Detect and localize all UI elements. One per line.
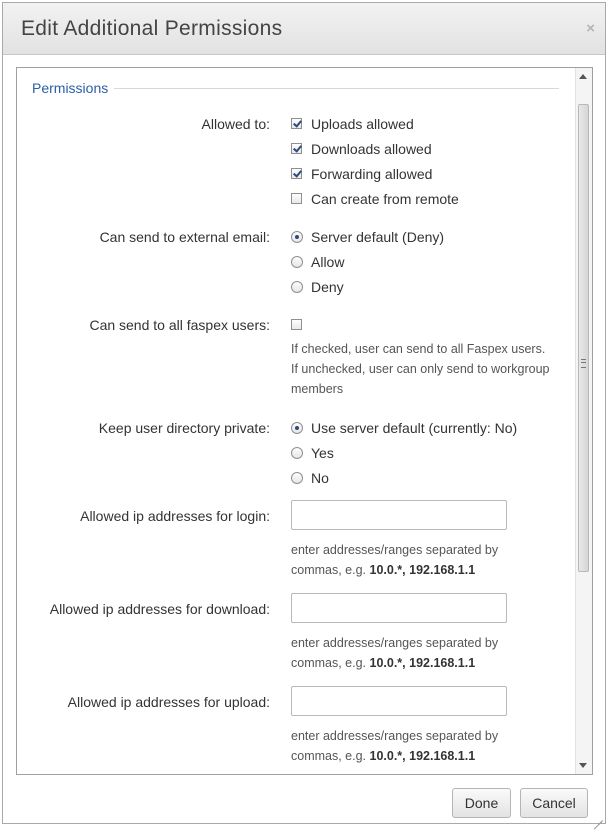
ip-login-help — [291, 540, 521, 580]
directory-server-default-label[interactable]: Use server default (currently: No) — [311, 420, 518, 436]
scroll-down-arrow-icon[interactable] — [579, 763, 587, 768]
external-email-label: Can send to external email: — [99, 229, 270, 245]
all-users-help-line1: If checked, user can send to all Faspex users. — [291, 342, 546, 356]
edit-permissions-dialog — [2, 2, 606, 824]
scrollbar-thumb[interactable] — [578, 104, 589, 572]
directory-no-radio[interactable] — [291, 472, 303, 484]
create-from-remote-label[interactable]: Can create from remote — [311, 191, 459, 207]
all-users-checkbox[interactable] — [291, 319, 302, 330]
ip-login-label: Allowed ip addresses for login: — [80, 508, 270, 524]
ip-download-input[interactable] — [291, 593, 507, 623]
external-email-deny-label[interactable]: Deny — [311, 279, 344, 295]
directory-yes-label[interactable]: Yes — [311, 445, 334, 461]
forwarding-allowed-checkbox[interactable] — [291, 168, 302, 179]
permissions-legend: Permissions — [32, 80, 114, 96]
ip-login-input[interactable] — [291, 500, 507, 530]
downloads-allowed-label[interactable]: Downloads allowed — [311, 141, 432, 157]
ip-download-example1: 10.0.* — [369, 656, 403, 670]
ip-login-example1: 10.0.* — [369, 563, 403, 577]
cancel-button[interactable]: Cancel — [520, 788, 588, 818]
external-email-allow-label[interactable]: Allow — [311, 254, 345, 270]
vertical-scrollbar[interactable] — [575, 68, 592, 774]
ip-upload-input[interactable] — [291, 686, 507, 716]
ip-download-sep: , — [402, 656, 410, 670]
ip-upload-label: Allowed ip addresses for upload: — [67, 694, 270, 710]
all-users-label: Can send to all faspex users: — [89, 317, 270, 333]
forwarding-allowed-label[interactable]: Forwarding allowed — [311, 166, 433, 182]
dialog-titlebar[interactable] — [3, 3, 605, 55]
ip-download-help-text: enter addresses/ranges separated by commas, e.g. — [291, 636, 499, 670]
scroll-up-arrow-icon[interactable] — [579, 74, 587, 79]
directory-private-label: Keep user directory private: — [98, 420, 270, 436]
dialog-footer — [3, 775, 605, 823]
scroll-area — [17, 68, 575, 774]
ip-upload-help-text: enter addresses/ranges separated by commas, e.g. — [291, 729, 499, 763]
downloads-allowed-checkbox[interactable] — [291, 143, 302, 154]
ip-upload-example2: 192.168.1.1 — [409, 749, 476, 763]
create-from-remote-checkbox[interactable] — [291, 193, 302, 204]
dialog-content — [16, 67, 593, 775]
external-email-deny-radio[interactable] — [291, 281, 303, 293]
ip-login-sep: , — [402, 563, 410, 577]
ip-upload-help — [291, 726, 521, 766]
resize-grip-icon[interactable] — [593, 811, 603, 821]
all-users-help-line2: If unchecked, user can only send to workgroup members — [291, 362, 550, 396]
close-icon[interactable]: × — [586, 20, 595, 37]
ip-login-help-text: enter addresses/ranges separated by commas, e.g. — [291, 543, 499, 577]
external-email-server-default-label[interactable]: Server default (Deny) — [311, 229, 445, 245]
done-button[interactable]: Done — [452, 788, 511, 818]
dialog-title: Edit Additional Permissions — [21, 17, 283, 40]
directory-no-label[interactable]: No — [311, 470, 329, 486]
all-users-help — [291, 339, 571, 399]
ip-upload-example1: 10.0.* — [369, 749, 403, 763]
ip-download-help — [291, 633, 521, 673]
allowed-to-label: Allowed to: — [201, 116, 270, 132]
ip-download-example2: 192.168.1.1 — [409, 656, 476, 670]
ip-upload-sep: , — [402, 749, 410, 763]
external-email-allow-radio[interactable] — [291, 256, 303, 268]
uploads-allowed-label[interactable]: Uploads allowed — [311, 116, 414, 132]
scrollbar-grip-icon — [581, 359, 586, 368]
ip-login-example2: 192.168.1.1 — [409, 563, 476, 577]
external-email-server-default-radio[interactable] — [291, 231, 303, 243]
uploads-allowed-checkbox[interactable] — [291, 118, 302, 129]
ip-download-label: Allowed ip addresses for download: — [49, 601, 270, 617]
directory-yes-radio[interactable] — [291, 447, 303, 459]
directory-server-default-radio[interactable] — [291, 422, 303, 434]
